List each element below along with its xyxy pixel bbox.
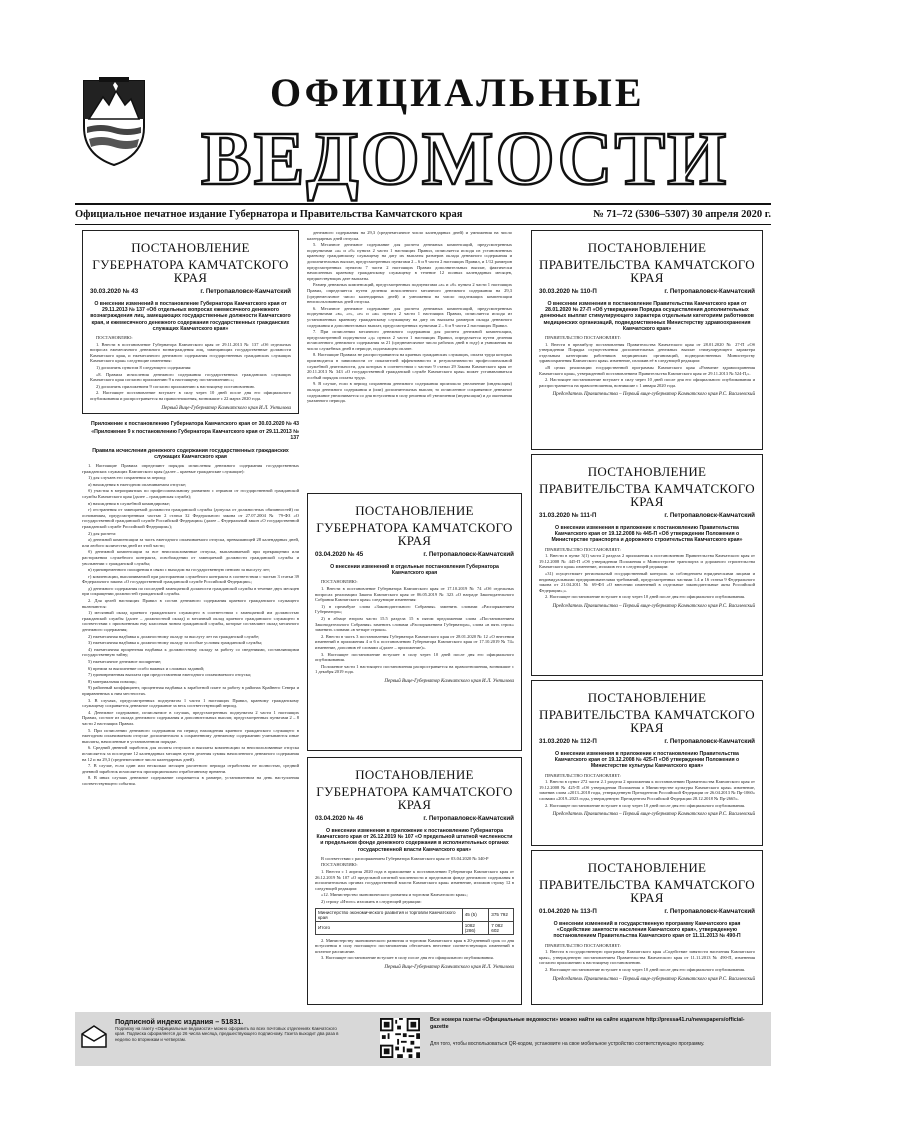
decree-date: 30.03.2020 № 110-П xyxy=(539,288,597,295)
decree-body xyxy=(539,335,755,388)
paragraph: 8) материальная помощь; xyxy=(88,678,137,684)
decree-meta xyxy=(539,738,755,745)
paragraph: 7) единовременная выплата при предоставлении ежегодного оплачиваемого отпуска; xyxy=(88,672,252,678)
paragraph: 2) строку «Итого» изложить в следующей редакции: xyxy=(321,898,422,904)
paragraph: 2. Настоящее постановление вступает в силу через 10 дней после дня его официального опубликования. xyxy=(545,966,746,972)
paragraph: а) нахождения в ежегодном оплачиваемом отпуске; xyxy=(88,481,187,487)
decree-title: ПОСТАНОВЛЕНИЕ xyxy=(587,240,707,255)
decree-title: ПОСТАНОВЛЕНИЕ xyxy=(355,503,474,518)
paragraph: ПРАВИТЕЛЬСТВО ПОСТАНОВЛЯЕТ: xyxy=(545,942,622,948)
decree-title: ПОСТАНОВЛЕНИЕ xyxy=(131,240,250,255)
decree-body xyxy=(315,856,514,905)
decree-body xyxy=(539,547,755,600)
paragraph: 2) в абзаце втором части 15.5 раздела 15 в пятом предложении слова «Постановлением Законодательного Собрания» заменить словами «Распоряжением Губернатора», слова «в пять строк» заменить словами «в четыре строки». xyxy=(315,615,514,633)
qr-code-icon[interactable] xyxy=(380,1018,420,1058)
mail-envelope-icon xyxy=(81,1024,107,1048)
decree-signature: Первый Вице-Губернатор Камчатского края И.Л. Унтилова xyxy=(384,678,514,684)
masthead-title-top: ОФИЦИАЛЬНЫЕ xyxy=(270,70,645,115)
paragraph: 6) премии за выполнение особо важных и сложных заданий; xyxy=(88,665,205,671)
online-text: Для того, чтобы воспользоваться QR-кодом, установите на свое мобильное устройство соответствующую программу. xyxy=(430,1041,705,1047)
masthead-subtitle: Официальное печатное издание Губернатора и Правительства Камчатского края xyxy=(75,209,463,220)
paragraph: 7. При исчислении месячного денежного содержания для расчета денежной компенсации, предусмотренной подпунктом «д» пункта 2 части 1 настоящих Правил, определяется путем деления исчисленного денежного содержания за 21 (среднемесячное число рабочих дней в году) и умножения на число служебных дней в периоде, подлежащем оплате. xyxy=(307,329,512,351)
paragraph: 1. Настоящие Правила определяют порядок исчисления денежного содержания государственных гражданских служащих Камчатского края (далее – краевые гражданские служащие): xyxy=(82,463,299,474)
decree-issuer: ГУБЕРНАТОРА КАМЧАТСКОГО КРАЯ xyxy=(92,257,289,285)
decree-title: ПОСТАНОВЛЕНИЕ xyxy=(587,690,707,705)
paragraph: 1) дополнить пунктом 8 следующего содержания: xyxy=(96,364,192,370)
decree-lead: О внесении изменений в постановление Губернатора Камчатского края от 29.11.2013 № 137 «Об отдельных вопросах ежемесячного денежного вознаграждения лиц, замещающих государственные должности Камчатского края, и ежемесячного денежного содержания государственных гражданских служащих Камчатского края» xyxy=(90,301,291,332)
subscription-info xyxy=(115,1017,340,1042)
decree-government-111 xyxy=(531,454,763,676)
paragraph: 4) ежемесячная процентная надбавка к должностному окладу за работу со сведениями, составляющими государственную тайну; xyxy=(82,646,299,658)
paragraph: 2. Настоящее постановление вступает в силу через 10 дней после дня его официального опубликования. xyxy=(545,802,746,808)
decree-place: г. Петропавловск-Камчатский xyxy=(664,512,755,519)
paragraph: 3) ежемесячная надбавка к должностному окладу за особые условия гражданской службы; xyxy=(88,640,263,646)
paragraph: 2) ежемесячная надбавка к должностному окладу за выслугу лет на гражданской службе; xyxy=(88,633,260,639)
paragraph: «12. Министерство экономического развития и торговли Камчатского края»; xyxy=(321,892,468,898)
paragraph: 2. Настоящее постановление вступает в силу через 10 дней после дня его официального опубликования и распространяется на правоотношения, возникшие с 22 марта 2020 года. xyxy=(90,390,291,401)
table-cell: 7 082 602 xyxy=(489,921,514,934)
decree-signature: Председатель Правительства – Первый вице-губернатор Камчатского края Р.С. Василевский xyxy=(552,812,755,818)
decree-lead: О внесении изменений в отдельные постановления Губернатора Камчатского края xyxy=(330,564,499,577)
paragraph: 1) в преамбуле слова «Законодательного Собрания» заменить словами «Распоряжением Губернатора»; xyxy=(315,603,514,615)
table-cell: 1082 (286) xyxy=(462,921,489,934)
paragraph: 6. Средний дневной заработок для оплаты отпусков и выплаты компенсации за неиспользованные отпуска исчисляется за последние 12 календарных месяцев путем деления суммы начисленного денежного содержания на 12 и на 29,3 (среднемесячное число календарных дней). xyxy=(82,745,299,762)
decree-place: г. Петропавловск-Камчатский xyxy=(664,288,755,295)
decree-lead: О внесении изменения в постановление Правительства Камчатского края от 28.01.2020 № 27-П «Об утверждении Порядка осуществления дополнительных денежных выплат стимулирующего характера отдельным категориям работников медицинских организаций, подведомственных Министерству здравоохранения Камчатского края» xyxy=(540,301,754,332)
paragraph: 3. В случаях, предусмотренных подпунктом 1 части 1 настоящих Правил, краевому гражданскому служащему сохраняется денежное содержание за весь соответствующий период. xyxy=(82,697,299,709)
decree-place: г. Петропавловск-Камчатский xyxy=(664,908,755,915)
newspaper-page xyxy=(75,65,771,1070)
decree-issuer: ГУБЕРНАТОРА КАМЧАТСКОГО КРАЯ xyxy=(316,784,513,812)
paragraph: 9. В случае, если в период сохранения денежного содержания произошло увеличение (индексация) оклада денежного содержания и (или) дополнительных выплат, то исчисленное сохраняемое денежное содержание увеличивается со дня вступления в силу решения об увеличении (индексации) и до окончания указанного периода. xyxy=(307,381,512,404)
decree-date: 30.03.2020 № 43 xyxy=(90,288,139,295)
decree-title: ПОСТАНОВЛЕНИЕ xyxy=(355,767,474,782)
decree-governor-46 xyxy=(307,757,522,1005)
decree-date: 03.04.2020 № 45 xyxy=(315,551,364,558)
paragraph: ПРАВИТЕЛЬСТВО ПОСТАНОВЛЯЕТ: xyxy=(545,335,622,341)
subscription-text: Подписку на газету «Официальные ведомости» можно оформить во всех почтовых отделениях Камчатского края. Подписка оформляется до 26 числа месяца, предшествующего подписному. Газета выходит два раза в неделю по вторникам и четвергам. xyxy=(115,1026,339,1042)
appendix-body xyxy=(82,463,299,786)
paragraph: б) денежной компенсации за все неиспользованные отпуска, выплачиваемой при прекращении или расторжении служебного контракта, освобождении от замещаемой должности гражданской службы и увольнении с гражданской службы; xyxy=(82,549,299,566)
masthead-rule-bottom xyxy=(75,224,771,225)
decree-government-112 xyxy=(531,680,763,846)
decree-issuer: ПРАВИТЕЛЬСТВА КАМЧАТСКОГО КРАЯ xyxy=(539,481,755,509)
decree-meta xyxy=(90,288,291,295)
issue-number: № 71–72 (5306–5307) 30 апреля 2020 г. xyxy=(593,209,771,220)
paragraph: 2. Министерству экономического развития и торговли Камчатского края в 20-дневный срок со дня вступления в силу настоящего постановления обеспечить внесение соответствующих изменений в штатное расписание. xyxy=(315,937,514,954)
paragraph: 1. Внести в преамбулу постановления Правительства Камчатского края от 28.01.2020 № 27-П «Об утверждении Порядка осуществления дополнительных денежных выплат стимулирующего характера отдельным категориям работников медицинских организаций, подведомственных Министерству здравоохранения Камчатского края» изменение, изложив её в следующей редакции: xyxy=(539,341,755,364)
paragraph: а) денежной компенсации за часть ежегодного оплачиваемого отпуска, превышающей 28 календарных дней, или любого количества дней из этой части; xyxy=(82,537,299,548)
decree-date: 01.04.2020 № 113-П xyxy=(539,908,597,915)
decree-meta xyxy=(315,815,514,822)
decree-body xyxy=(539,943,755,973)
paragraph: 2) для расчета: xyxy=(88,530,117,536)
paragraph: в) нахождения в служебной командировке; xyxy=(88,500,170,506)
decree-lead: О внесении изменения в приложение к постановлению Губернатора Камчатского края от 26.12.2019 № 107 «О предельной штатной численности и предельном фонде денежного содержания в исполнительных органах государственной власти Камчатского края» xyxy=(316,828,513,853)
decree-date: 31.03.2020 № 111-П xyxy=(539,512,597,519)
online-info xyxy=(430,1017,760,1047)
paragraph: Положение части 1 настоящего постановления распространяется на правоотношения, возникшие с 1 декабря 2019 года. xyxy=(315,663,514,675)
paragraph: ПРАВИТЕЛЬСТВО ПОСТАНОВЛЯЕТ: xyxy=(545,546,622,552)
paragraph: д) денежного содержания по последней замещаемой должности гражданской службы в течение двух месяцев при сокращении должностей гражданской службы. xyxy=(82,585,299,597)
paragraph: 2) дополнить приложением 9 согласно приложению к настоящему постановлению. xyxy=(96,383,256,389)
decree-meta xyxy=(539,512,755,519)
paragraph: г) компенсации, выплачиваемой при расторжении служебного контракта в соответствии с частью 3 статьи 39 Федерального закона «О государственной гражданской службе Российской Федерации»; xyxy=(82,573,299,585)
decree-signature: Председатель Правительства – Первый вице-губернатор Камчатского края Р.С. Василевский xyxy=(552,976,755,982)
decree-signature: Первый Вице-Губернатор Камчатского края И.Л. Унтилова xyxy=(161,405,291,411)
appendix-rules-column xyxy=(82,419,299,1005)
table-row xyxy=(316,921,514,934)
paragraph: 2. Настоящее постановление вступает в силу через 10 дней после дня его официального опубликования. xyxy=(545,594,746,600)
online-title: Все номера газеты «Официальные ведомости» можно найти на сайте издателя http://pressa41.ru/newspapers/official-gazette xyxy=(430,1017,745,1030)
masthead-rule-top xyxy=(75,203,771,205)
paragraph: ПОСТАНОВЛЯЮ: xyxy=(321,579,358,585)
decree-meta xyxy=(539,288,755,295)
continuation-body xyxy=(307,230,512,404)
paragraph: 9) районный коэффициент, процентная надбавка к заработной плате за работу в районах Крайнего Севера и приравненных к ним местностях. xyxy=(82,685,299,696)
paragraph: ПОСТАНОВЛЯЮ: xyxy=(96,335,133,341)
paragraph: 5. Месячное денежное содержание для расчета денежных компенсаций, предусмотренных подпунктами «а» и «б» пункта 2 части 1 настоящих Правил, исчисляется исходя из установленных краевому гражданскому служащему на дату их выплаты размеров оклада денежного содержания и дополнительных выплат, предусмотренных пунктами 2 – 6 и 9 части 2 настоящих Правил, и 1/12 размеров предусмотренных пунктом 7 части 2 настоящих Правил дополнительных выплат, фактически начисленных краевому гражданскому служащему в течение 12 полных календарных месяцев, предшествующих дате выплаты. xyxy=(307,242,512,281)
table-cell: Итого xyxy=(316,921,463,934)
paragraph: 1. Внести в постановление Губернатора Камчатского края от 29.11.2013 № 137 «Об отдельных вопросах ежемесячного денежного вознаграждения лиц, замещающих государственные должности Камчатского края, и ежемесячного денежного содержания государственных гражданских служащих Камчатского края» следующие изменения: xyxy=(90,341,291,364)
paragraph: в) единовременного поощрения в связи с выходом на государственную пенсию за выслугу лет; xyxy=(88,567,271,573)
decree-place: г. Петропавловск-Камчатский xyxy=(664,738,755,745)
decree-lead: О внесении изменения в приложение к постановлению Правительства Камчатского края от 19.12.2008 № 425-П «Об утверждении Положения о Министерстве культуры Камчатского края» xyxy=(554,751,740,770)
decree-title: ПОСТАНОВЛЕНИЕ xyxy=(587,860,707,875)
paragraph: В соответствии с распоряжением Губернатора Камчатского края от 03.04.2020 № 340-Р xyxy=(321,855,489,861)
appendix-header: Приложение к постановлению Губернатора Камчатского края от 30.03.2020 № 43 xyxy=(90,421,299,427)
decree-issuer: ПРАВИТЕЛЬСТВА КАМЧАТСКОГО КРАЯ xyxy=(539,707,755,735)
decree-place: г. Петропавловск-Камчатский xyxy=(200,288,291,295)
decree-issuer: ГУБЕРНАТОРА КАМЧАТСКОГО КРАЯ xyxy=(316,520,513,548)
decree-date: 03.04.2020 № 46 xyxy=(315,815,364,822)
paragraph: ПРАВИТЕЛЬСТВО ПОСТАНОВЛЯЕТ: xyxy=(545,772,622,778)
table-cell: Министерство экономического развития и торговли Камчатского края xyxy=(316,908,463,921)
paragraph: 1. Внести с 1 апреля 2020 года в приложение к постановлению Губернатора Камчатского края от 26.12.2019 № 107 «О предельной штатной численности и предельном фонде денежного содержания в исполнительных органах государственной власти Камчатского края» изменение, изложив строку 12 в следующей редакции: xyxy=(315,869,514,891)
decree-lead: О внесении изменения в приложение к постановлению Правительства Камчатского края от 19.12.2008 № 445-П «Об утверждении Положения о Министерстве транспорта и дорожного строительства Камчатского края» xyxy=(551,525,743,544)
paragraph: 5) ежемесячное денежное поощрение; xyxy=(88,659,162,665)
paragraph: 7. В случае, если один или несколько месяцев расчетного периода отработаны не полностью, средний дневной заработок исчисляется пропорционально отработанному времени. xyxy=(82,763,299,774)
table-row xyxy=(316,908,514,921)
paragraph: денежного содержания на 29,3 (среднемесячное число календарных дней) и умножения на число календарных дней отпуска. xyxy=(307,230,512,241)
kamchatka-coat-of-arms-logo xyxy=(81,77,147,167)
paragraph: 3. Настоящее постановление вступает в силу после дня его официального опубликования. xyxy=(321,955,494,961)
decree-meta xyxy=(539,908,755,915)
decree-meta xyxy=(315,551,514,558)
decree-place: г. Петропавловск-Камчатский xyxy=(423,551,514,558)
decree-governor-43 xyxy=(82,230,299,414)
appendix-subheader: «Приложение 9 к постановлению Губернатора Камчатского края от 29.11.2013 № 137 xyxy=(91,429,299,442)
paragraph: 3. Настоящее постановление вступает в силу через 10 дней после дня его официального опубликования. xyxy=(315,651,514,663)
decree-body xyxy=(315,579,514,675)
masthead-title-main: ВЕДОМОСТИ xyxy=(201,117,729,201)
decree-body xyxy=(90,335,291,402)
decree-signature: Первый Вице-Губернатор Камчатского края И.Л. Унтилова xyxy=(384,964,514,970)
decree-lead: О внесении изменений в государственную программу Камчатского края «Содействие занятости населения Камчатского края», утвержденную постановлением Правительства Камчатского края от 11.11.2013 № 490-П xyxy=(553,921,741,940)
paragraph: 8. В иных случаях денежное содержание сохраняется в размере, установленном на день наступления соответствующего события. xyxy=(82,775,299,786)
paragraph: «В целях реализации государственной программы Камчатского края «Развитие здравоохранения Камчатского края», утвержденной постановлением Правительства Камчатского края от 29.11.2013 № 524-П,». xyxy=(539,364,755,376)
paragraph: 2. Настоящее постановление вступает в силу через 10 дней после дня его официального опубликования и распространяется на правоотношения, возникшие с 1 января 2020 года. xyxy=(539,377,755,388)
decree-title: ПОСТАНОВЛЕНИЕ xyxy=(587,464,707,479)
paragraph: 1. Внести в пункт 272 части 2.1 раздела 2 приложения к постановлению Правительства Камчатского края от 19.12.2008 № 425-П «Об утверждении Положения о Министерстве культуры Камчатского края» изменение, заменив слова «2013–2018 годы, утвержденную Президентом Российской Федерации от 26.04.2013 № Пр-1060» словами «2019–2023 годы, утвержденную Президентом Российской Федерации 28.12.2018 № Пр-2665». xyxy=(539,779,755,801)
paragraph: 5. При исчислении денежного содержания на период нахождения краевого гражданского служащего в ежегодном оплачиваемом отпуске дополнительно к сохраненному денежному содержанию учитываются иные выплаты, начисленные в установленном порядке. xyxy=(82,727,299,744)
paragraph: 1. Внести в постановление Губернатора Камчатского края от 17.10.2019 № 74 «Об отдельных вопросах реализации Закона Камчатского края от 06.05.2019 № 323 «О награде Законодательного Собрания Камчатского края» следующие изменения: xyxy=(315,586,514,603)
subscription-title: Подписной индекс издания – 51831. xyxy=(115,1017,244,1026)
paragraph: б) участия в мероприятиях по профессиональному развитию с отрывом от государственной гражданской службы Камчатского края (далее – гражданская служба); xyxy=(82,488,299,499)
decree-signature: Председатель Правительства – Первый вице-губернатор Камчатского края Р.С. Василевский xyxy=(552,392,755,398)
decree-date: 31.03.2020 № 112-П xyxy=(539,738,597,745)
paragraph: 1) месячный оклад краевого гражданского служащего в соответствии с замещаемой им должностью гражданской службы (далее – должностной оклад) и месячный оклад краевого гражданского служащего в соответствии с присвоенным ему классным чином гражданской службы, которые составляют оклад месячного денежного содержания; xyxy=(82,610,299,633)
footer-bar xyxy=(75,1012,771,1066)
paragraph: 1. Внести в пункт 3(1) части 2 раздела 2 приложения к постановлению Правительства Камчатского края от 19.12.2008 № 445-П «Об утверждении Положения о Министерстве транспорта и дорожного строительства Камчатского края» изменение, изложив его в следующей редакции: xyxy=(539,553,755,570)
paragraph: г) отстранения от замещаемой должности гражданской службы (допуска от должностных обязанностей) по основаниям, предусмотренным частью 2 статьи 32 Федерального закона от 27.07.2004 № 79-ФЗ «О государственной гражданской службе Российской Федерации» (далее – Федеральный закон «О государственной гражданской службе Российской Федерации»); xyxy=(82,507,299,529)
staffing-table xyxy=(315,908,514,935)
paragraph: Размер денежных компенсаций, предусмотренных подпунктами «а» и «б» пункта 2 части 1 настоящих Правил, определяется путем деления исчисленного месячного денежного содержания на 29,3 (среднемесячное число календарных дней) и умножения на число подлежащих компенсации неиспользованных дней отпуска. xyxy=(307,282,512,305)
paragraph: 6. Месячное денежное содержание для расчета денежных компенсаций, предусмотренных подпунктами «в», «г», «е» и «ж» пункта 2 части 1 настоящих Правил, исчисляется исходя из установленных краевому гражданскому служащему на дату их выплаты размеров оклада денежного содержания и дополнительных выплат, предусмотренных пунктами 2 – 6 и 9 части 2 настоящих Правил. xyxy=(307,305,512,328)
paragraph: 8. Настоящие Правила не распространяются на краевых гражданских служащих, оплата труда которых производится в зависимости от показателей эффективности и результативности профессиональной служебной деятельности, для которых в соответствии с частью 9 статьи 29 Закона Камчатского края от 20.11.2013 № 343 «О государственной гражданской службе Камчатского края» может устанавливаться особый порядок оплаты труда. xyxy=(307,352,512,380)
paragraph: ПОСТАНОВЛЯЮ: xyxy=(321,862,358,868)
paragraph: 2. Внести в часть 3 постановления Губернатора Камчатского края от 28.01.2020 № 12 «О внесении изменений в приложения 4 и 6 к постановлению Губернатора Камчатского края от 17.10.2019 № 74» изменение, дополнив её словами «(далее – приложение)». xyxy=(315,633,514,650)
paragraph: «31) осуществляет региональный государственный контроль за соблюдением юридическими лицами и индивидуальными предпринимателями требований, предусмотренных частями 1.4 и 16 статьи 9 Федерального закона от 21.04.2011 № 69-ФЗ «О внесении изменений в отдельные законодательные акты Российской Федерации»;». xyxy=(539,570,755,593)
decree-government-110 xyxy=(531,230,763,450)
paragraph: 1) для случаев его сохранения за период: xyxy=(88,475,167,481)
paragraph: 4. Денежное содержание, исчисляемое в случаях, предусмотренных подпунктом 2 части 1 настоящих Правил, состоит из оклада денежного содержания и дополнительных выплат, предусмотренных пунктами 2 – 8 части 2 настоящих Правил. xyxy=(82,709,299,726)
table-cell: 375 792 xyxy=(489,908,514,921)
paragraph: 2. Для целей настоящих Правил в состав денежного содержания краевого гражданского служащего включаются: xyxy=(82,598,299,609)
paragraph: 1. Внести в государственную программу Камчатского края «Содействие занятости населения Камчатского края», утвержденную постановлением Правительства Камчатского края от 11.11.2013 № 490-П, изменения согласно приложению к настоящему постановлению. xyxy=(539,949,755,966)
table-cell: 45 (5) xyxy=(462,908,489,921)
decree-governor-45 xyxy=(307,493,522,751)
decree-signature: Председатель Правительства – Первый вице-губернатор Камчатского края Р.С. Василевский xyxy=(552,603,755,609)
decree-body-continued xyxy=(315,938,514,961)
decree-issuer: ПРАВИТЕЛЬСТВА КАМЧАТСКОГО КРАЯ xyxy=(539,257,755,285)
decree-government-113 xyxy=(531,850,763,1005)
decree-place: г. Петропавловск-Камчатский xyxy=(423,815,514,822)
decree-issuer: ПРАВИТЕЛЬСТВА КАМЧАТСКОГО КРАЯ xyxy=(539,877,755,905)
paragraph: «8. Правила исчисления денежного содержания государственных гражданских служащих Камчатского края согласно приложению 9 к настоящему постановлению.»; xyxy=(90,371,291,383)
decree-body xyxy=(539,773,755,809)
appendix-rules-title: Правила исчисления денежного содержания государственных гражданских служащих Камчатского края xyxy=(92,447,289,460)
